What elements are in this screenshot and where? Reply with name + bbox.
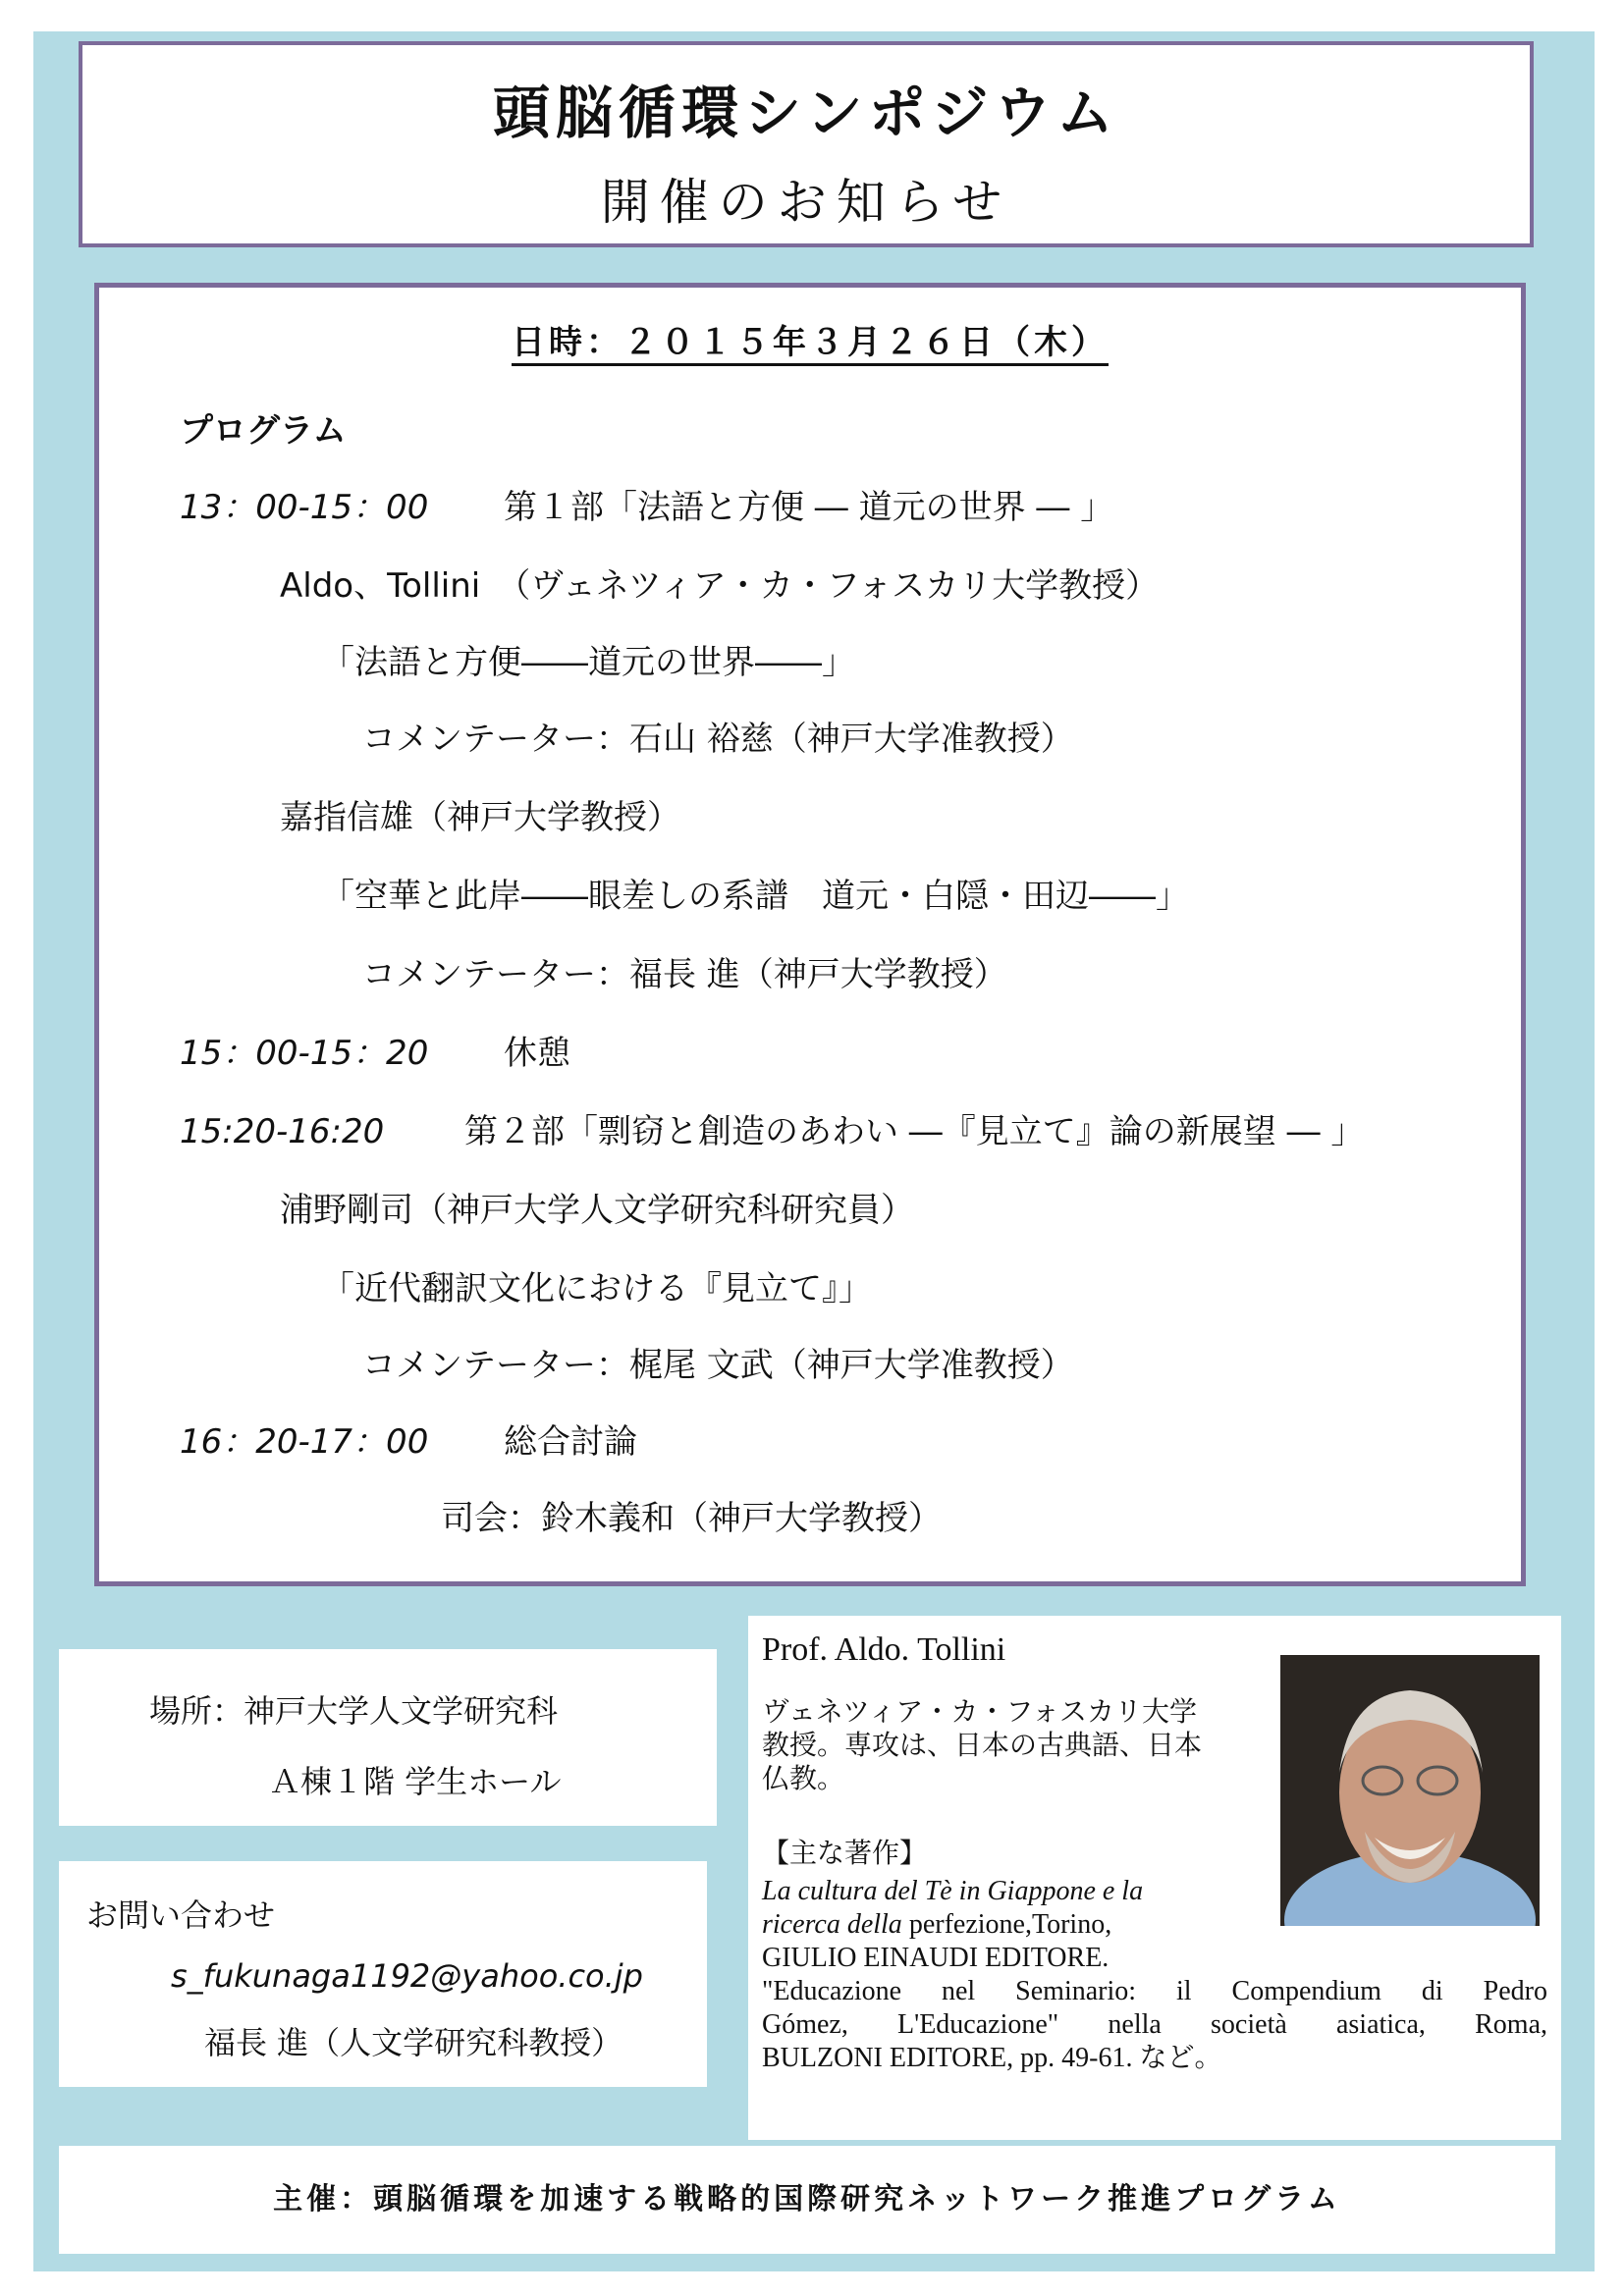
commentator2: コメンテーター：福長 進（神戸大学教授）: [362, 955, 1007, 994]
talk2: 「空華と此岸――眼差しの系譜 道元・白隠・田辺――」: [321, 877, 1189, 916]
venue-line1: 場所：神戸大学人文学研究科: [149, 1692, 559, 1730]
speaker1: Aldo、Tollini （ヴェネツィア・カ・フォスカリ大学教授）: [280, 566, 1160, 606]
contact-email[interactable]: s_fukunaga1192@yahoo.co.jp: [171, 1957, 643, 1995]
profile-name: Prof. Aldo. Tollini: [762, 1631, 1006, 1668]
session2-time: 15:20-16:20: [180, 1112, 385, 1151]
poster-title: 頭脳循環シンポジウム: [493, 80, 1119, 146]
talk3: 「近代翻訳文化における『見立て』」: [321, 1269, 872, 1308]
poster-subtitle: 開催のお知らせ: [600, 174, 1012, 231]
work1-line2: [762, 1908, 1111, 1942]
moderator: 司会：鈴木義和（神戸大学教授）: [441, 1499, 942, 1538]
contact-name: 福長 進（人文学研究科教授）: [204, 2024, 623, 2061]
venue-box: [59, 1649, 717, 1826]
discussion-row: [180, 1415, 637, 1463]
session1-title: 第１部「法語と方便 ― 道元の世界 ― 」: [504, 488, 1114, 527]
commentator3: コメンテーター：梶尾 文武（神戸大学准教授）: [362, 1346, 1074, 1385]
work1-publisher: GIULIO EINAUDI EDITORE.: [762, 1943, 1110, 1973]
portrait-image: [1280, 1655, 1540, 1926]
work2-line1: "Educazione nel Seminario: il Compendium di Pedro: [762, 1976, 1547, 2006]
bio-line1: ヴェネツィア・カ・フォスカリ大学: [762, 1697, 1197, 1728]
work2-line2: Gómez, L'Educazione" nella società asiatica, Roma,: [762, 2009, 1547, 2040]
break-row: [180, 1026, 570, 1074]
session2-row: [180, 1104, 1364, 1152]
discussion-label: 総合討論: [504, 1422, 637, 1462]
session2-title: 第２部「剽窃と創造のあわい ―『見立て』論の新展望 ― 」: [464, 1112, 1365, 1151]
bio-line3: 仏教。: [762, 1764, 845, 1794]
commentator1: コメンテーター：石山 裕慈（神戸大学准教授）: [362, 720, 1074, 759]
talk1: 「法語と方便――道元の世界――」: [321, 643, 855, 682]
header-box: [79, 41, 1534, 247]
profile-box: [748, 1616, 1561, 2140]
speaker3: 浦野剛司（神戸大学人文学研究科研究員）: [280, 1191, 914, 1230]
work1-title-b: ricerca della: [762, 1909, 902, 1940]
program-heading: プログラム: [180, 411, 347, 451]
bio-line2: 教授。専攻は、日本の古典語、日本: [762, 1731, 1203, 1761]
speaker2: 嘉指信雄（神戸大学教授）: [280, 798, 680, 837]
works-heading: 【主な著作】: [762, 1839, 928, 1869]
contact-box: [59, 1861, 707, 2087]
event-date: 日時：２０１５年３月２６日（木）: [512, 323, 1109, 362]
session1-row: [180, 480, 1113, 528]
contact-heading: お問い合わせ: [86, 1896, 276, 1934]
work1-rest: perfezione,Torino,: [901, 1909, 1112, 1940]
program-box: [94, 283, 1526, 1586]
venue-line2: Ａ棟１階 学生ホール: [269, 1763, 562, 1800]
work2-line3: BULZONI EDITORE, pp. 49-61. など。: [762, 2043, 1222, 2073]
session1-time: 13：00-15：00: [180, 488, 429, 527]
organizer-footer: 主催：頭脳循環を加速する戦略的国際研究ネットワーク推進プログラム: [59, 2146, 1555, 2254]
break-time: 15：00-15：20: [180, 1034, 429, 1073]
break-label: 休憩: [504, 1034, 570, 1073]
discussion-time: 16：20-17：00: [180, 1422, 429, 1462]
profile-photo: [1280, 1655, 1540, 1926]
work1-title-a: La cultura del Tè in Giappone e la: [762, 1876, 1144, 1906]
